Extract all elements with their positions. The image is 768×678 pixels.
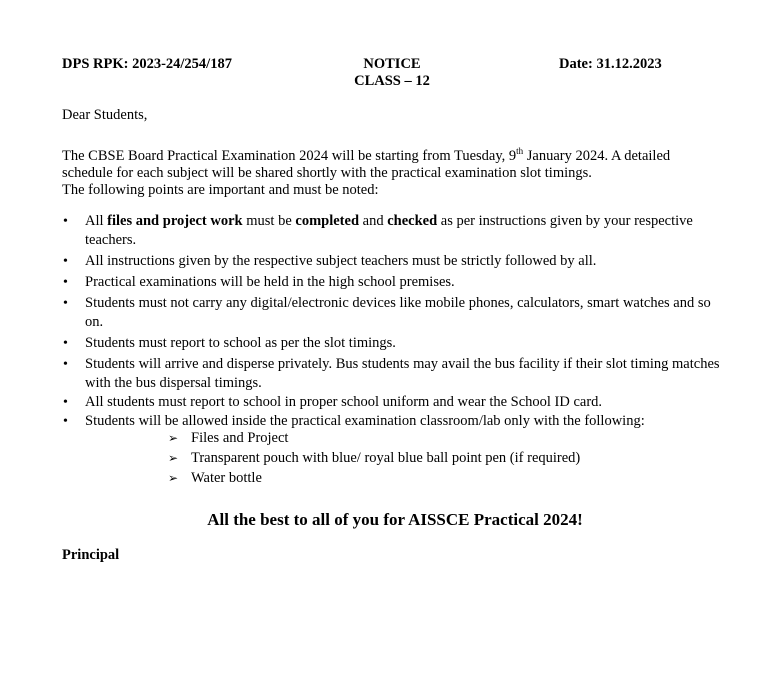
closing-message: All the best to all of you for AISSCE Practical 2024! bbox=[207, 510, 583, 529]
intro-text-continued: January 2024. A detailed schedule for each subject will be shared shortly with the practical examination slot timings. bbox=[62, 147, 671, 181]
notice-date: Date: 31.12.2023 bbox=[559, 56, 662, 72]
salutation: Dear Students, bbox=[62, 107, 148, 123]
intro-line-1 bbox=[62, 143, 712, 182]
list-item: • All files and project work must be completed and checked as per instructions given by your respective teachers. bbox=[62, 212, 722, 250]
list-item: • All instructions given by the respective subject teachers must be strictly followed by all. bbox=[62, 252, 722, 271]
reference-number: DPS RPK: 2023-24/254/187 bbox=[62, 56, 232, 72]
intro-line-2: The following points are important and must be noted: bbox=[62, 181, 379, 198]
arrow-bullet-icon: ➢ bbox=[168, 471, 179, 485]
class-label: CLASS – 12 bbox=[354, 73, 430, 89]
arrow-bullet-icon: ➢ bbox=[168, 451, 179, 465]
list-item: • Students must not carry any digital/electronic devices like mobile phones, calculators, smart watches and so on. bbox=[62, 294, 722, 332]
list-item: ➢ Files and Project bbox=[168, 430, 289, 446]
ordinal-superscript: th bbox=[516, 146, 524, 156]
notice-title: NOTICE bbox=[363, 56, 421, 72]
list-item: • Practical examinations will be held in the high school premises. bbox=[62, 273, 722, 292]
list-item: • Students will be allowed inside the practical examination classroom/lab only with the following: bbox=[62, 412, 722, 431]
list-item: • All students must report to school in proper school uniform and wear the School ID card. bbox=[62, 393, 722, 412]
notice-title-block bbox=[332, 56, 452, 90]
instructions-list bbox=[62, 212, 722, 431]
list-item: • Students will arrive and disperse privately. Bus students may avail the bus facility if their slot timing matches with the bus dispersal timings. bbox=[62, 355, 722, 393]
notice-header bbox=[62, 56, 682, 96]
allowed-items-list bbox=[168, 428, 580, 488]
intro-paragraph bbox=[62, 143, 712, 199]
list-item: • Students must report to school as per the slot timings. bbox=[62, 334, 722, 353]
list-item: ➢ Water bottle bbox=[168, 470, 262, 486]
arrow-bullet-icon: ➢ bbox=[168, 431, 179, 445]
signature-principal: Principal bbox=[62, 547, 120, 563]
intro-text: The CBSE Board Practical Examination 2024 will be starting from Tuesday, 9 bbox=[62, 147, 517, 164]
list-item: ➢ Transparent pouch with blue/ royal blue ball point pen (if required) bbox=[168, 450, 581, 466]
